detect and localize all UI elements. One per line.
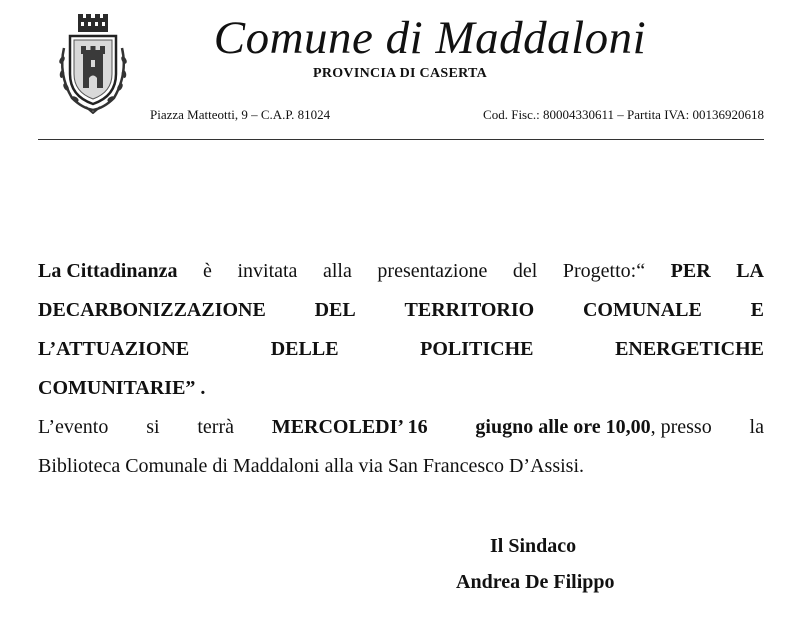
body-word: Progetto:“ bbox=[562, 260, 646, 282]
project-word: E bbox=[750, 299, 764, 321]
body-word: L’evento bbox=[38, 416, 109, 438]
body-line-6 bbox=[38, 447, 764, 486]
project-word: COMUNALE bbox=[582, 299, 702, 321]
event-location: Biblioteca Comunale di Maddaloni alla via San Francesco D’Assisi. bbox=[38, 455, 584, 477]
province-subtitle: PROVINCIA DI CASERTA bbox=[312, 66, 488, 81]
body-line-1 bbox=[38, 252, 764, 291]
project-word: PER bbox=[670, 260, 711, 282]
signature-block bbox=[440, 528, 660, 600]
event-time: giugno alle ore 10,00 bbox=[475, 416, 651, 438]
body-word: la bbox=[749, 416, 764, 438]
body-line-4 bbox=[38, 369, 764, 408]
municipal-crest-icon bbox=[50, 14, 136, 114]
body-line-5 bbox=[38, 408, 764, 447]
body-word: è bbox=[203, 260, 212, 282]
header-divider bbox=[38, 139, 764, 140]
project-word: TERRITORIO bbox=[404, 299, 535, 321]
body-word: alla bbox=[322, 260, 352, 282]
project-word: ENERGETICHE bbox=[615, 338, 764, 360]
address-line: Piazza Matteotti, 9 – C.A.P. 81024 bbox=[150, 107, 331, 122]
mayor-name: Andrea De Filippo bbox=[456, 571, 615, 593]
body-word: invitata bbox=[237, 260, 298, 282]
project-word: POLITICHE bbox=[420, 338, 534, 360]
body-word: del bbox=[512, 260, 538, 282]
mayor-title: Il Sindaco bbox=[490, 535, 577, 557]
event-date: MERCOLEDI’ 16 bbox=[271, 416, 428, 438]
invitation-body bbox=[38, 252, 764, 486]
project-word: L’ATTUAZIONE bbox=[38, 338, 190, 360]
citizenry-text: La Cittadinanza bbox=[38, 260, 178, 282]
project-word: DEL bbox=[314, 299, 356, 321]
fiscal-code-line: Cod. Fisc.: 80004330611 – Partita IVA: 00136920618 bbox=[483, 107, 764, 122]
body-word: , presso bbox=[650, 416, 712, 438]
body-word: terrà bbox=[197, 416, 234, 438]
body-line-2 bbox=[38, 291, 764, 330]
project-word: COMUNITARIE” . bbox=[38, 377, 206, 399]
project-word: DECARBONIZZAZIONE bbox=[38, 299, 266, 321]
page-title: Comune di Maddaloni bbox=[213, 12, 647, 64]
project-word: DELLE bbox=[270, 338, 339, 360]
body-line-3 bbox=[38, 330, 764, 369]
body-word: si bbox=[146, 416, 160, 438]
body-word: presentazione bbox=[377, 260, 488, 282]
project-word: LA bbox=[736, 260, 764, 282]
